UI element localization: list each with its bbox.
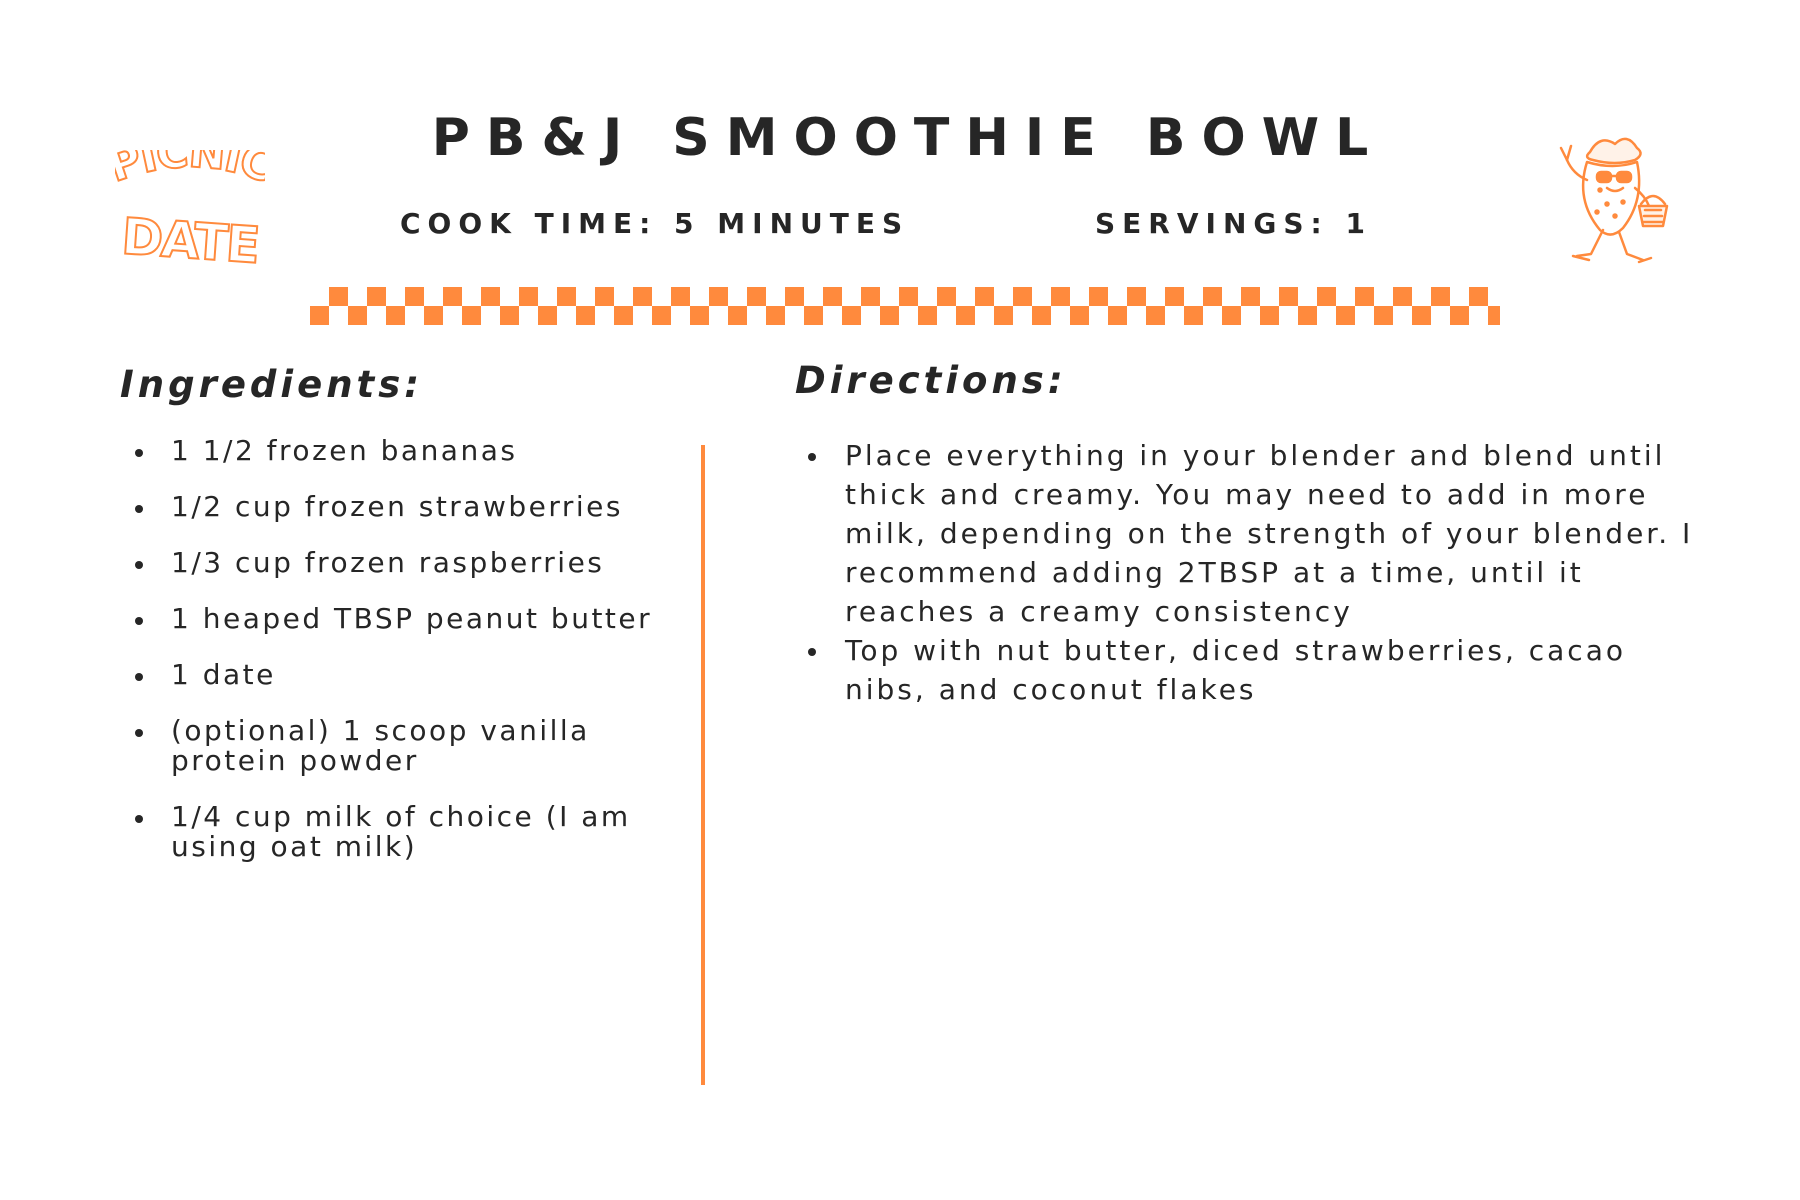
ingredient-item: 1/4 cup milk of choice (I am using oat milk) [135,802,655,862]
directions-list [808,436,1703,709]
svg-text:DATE: DATE [119,207,261,265]
directions-heading: Directions: [795,359,1067,402]
column-divider [701,445,705,1085]
strawberry-mascot-icon [1545,130,1675,274]
svg-text:PICNIC: ICNI [135,150,245,184]
ingredient-item: (optional) 1 scoop vanilla protein powder [135,716,655,776]
ingredients-list [135,436,655,888]
checkered-divider [310,287,1500,325]
direction-item: Place everything in your blender and blend until thick and creamy. You may need to add in more milk, depending on the strength of your blender. I recommend adding 2TBSP at a time, until it reaches a creamy consistency [808,436,1703,631]
cook-time: COOK TIME: 5 MINUTES [400,207,910,240]
servings: SERVINGS: 1 [1095,207,1372,240]
ingredients-heading: Ingredients: [120,363,424,406]
ingredient-item: 1 1/2 frozen bananas [135,436,655,466]
ingredient-item: 1/3 cup frozen raspberries [135,548,655,578]
ingredient-item: 1/2 cup frozen strawberries [135,492,655,522]
ingredient-item: 1 heaped TBSP peanut butter [135,604,655,634]
recipe-title: PB&J SMOOTHIE BOWL [431,108,1385,168]
ingredient-item: 1 date [135,660,655,690]
direction-item: Top with nut butter, diced strawberries, cacao nibs, and coconut flakes [808,631,1703,709]
